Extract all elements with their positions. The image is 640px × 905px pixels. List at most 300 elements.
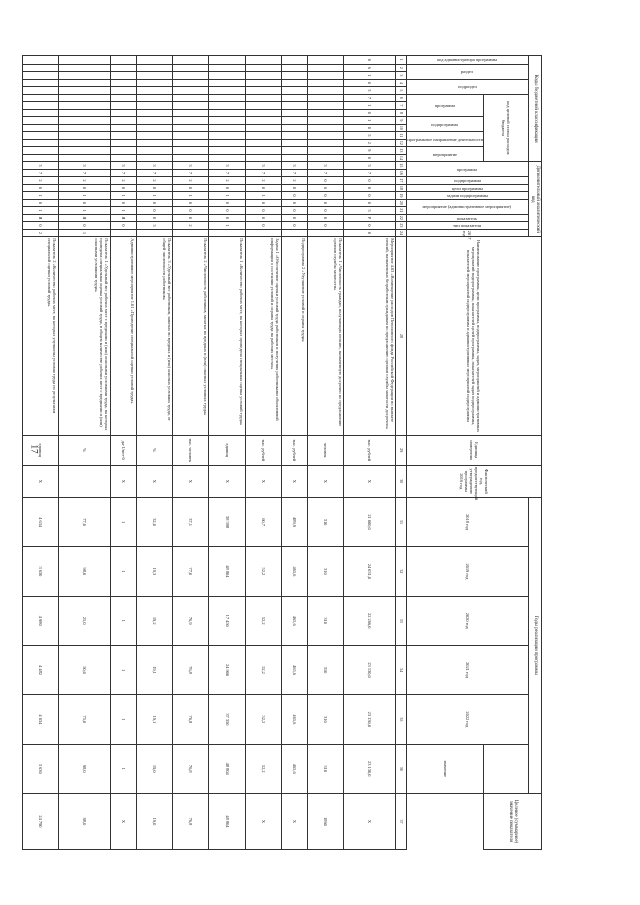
code-cell: 2 (344, 139, 396, 147)
header-section: раздел (406, 64, 528, 79)
column-index-cell: 24 (396, 229, 406, 237)
code-cell: 1 (209, 192, 245, 200)
row-name: Показатель 2 «Количество рабочих мест, на которых улучшены условия труда по результатам специальной оценки условий труда» (22, 237, 58, 435)
code-cell (281, 102, 307, 110)
header-add-task: задачи подпрограммы (406, 192, 528, 200)
code-cell: 5 (344, 132, 396, 140)
code-cell (110, 87, 136, 95)
code-cell: 0 (245, 199, 281, 207)
code-cell (173, 154, 209, 162)
column-index-cell: 4 (396, 79, 406, 87)
column-index-cell: 37 (396, 793, 406, 849)
row-target: 76,8 (173, 793, 209, 849)
header-fact: Фактический год, предшествующий утверждению программы 2016 год (406, 465, 541, 497)
code-cell: 1 (344, 102, 396, 110)
code-cell: 1 (344, 72, 396, 80)
code-cell (308, 56, 344, 65)
code-cell (110, 64, 136, 72)
code-cell (137, 79, 173, 87)
code-cell (209, 124, 245, 132)
code-cell: 0 (173, 184, 209, 192)
header-year-2019: 2019 год (406, 547, 528, 596)
code-cell (110, 94, 136, 102)
code-cell (173, 87, 209, 95)
row-unit: человек (308, 435, 344, 465)
year-value: 37,1 (173, 497, 209, 546)
code-cell: 7 (58, 169, 110, 177)
code-cell (110, 72, 136, 80)
column-index-cell: 7 (396, 102, 406, 110)
column-index-cell: 34 (396, 645, 406, 694)
code-cell (110, 132, 136, 140)
code-cell (137, 139, 173, 147)
code-cell (209, 117, 245, 125)
code-cell (281, 229, 307, 237)
code-cell: 0 (281, 192, 307, 200)
code-cell (308, 102, 344, 110)
table-row (308, 56, 344, 850)
row-fact: Х (344, 465, 396, 497)
code-cell: 1 (22, 207, 58, 215)
code-cell (58, 124, 110, 132)
code-cell (173, 229, 209, 237)
column-index-row (396, 56, 406, 850)
row-target: Х (245, 793, 281, 849)
column-index-cell: 17 (396, 177, 406, 185)
code-cell: 0 (22, 184, 58, 192)
year-value: 310 (308, 695, 344, 744)
code-cell: 7 (344, 169, 396, 177)
code-cell (245, 64, 281, 72)
code-cell: 3 (308, 162, 344, 170)
header-name: Наименование программы, цели программы, подпрограммы, задач, мероприятий и административных мероприятий подпрограммы, показателей целей программы, показателей задач подпрограммы, показателей мероприятий подпрограммы и административных мероприятий подпрограммы (406, 237, 541, 435)
code-cell (209, 94, 245, 102)
column-index-cell: 21 (396, 207, 406, 215)
code-cell: 0 (245, 184, 281, 192)
row-unit: единиц (22, 435, 58, 465)
code-cell: Р (344, 214, 396, 222)
code-cell: Я (58, 214, 110, 222)
code-cell: 0 (344, 177, 396, 185)
code-cell (281, 87, 307, 95)
code-cell: 3 (22, 162, 58, 170)
code-cell: 3 (110, 162, 136, 170)
header-add-indicator: показатель (406, 214, 528, 222)
code-cell: 3 (344, 87, 396, 95)
column-index-cell: 23 (396, 222, 406, 230)
code-cell: 3 (137, 222, 173, 230)
year-value: 465,6 (281, 547, 307, 596)
code-cell: 0 (58, 222, 110, 230)
code-cell (173, 132, 209, 140)
table-row (22, 56, 58, 850)
year-value: 23 130,0 (344, 645, 396, 694)
row-unit: % (58, 435, 110, 465)
code-cell (110, 109, 136, 117)
row-fact: Х (308, 465, 344, 497)
code-cell: 0 (344, 222, 396, 230)
row-fact (58, 465, 110, 497)
year-value: 52,2 (245, 547, 281, 596)
year-value: 52,2 (245, 596, 281, 645)
row-unit: тыс. рублей (344, 435, 396, 465)
header-year-2021: 2021 год (406, 645, 528, 694)
code-cell (245, 79, 281, 87)
program-indicators-table (22, 55, 542, 850)
row-unit: единиц (209, 435, 245, 465)
code-cell: 2 (137, 177, 173, 185)
code-cell (281, 154, 307, 162)
code-cell (173, 94, 209, 102)
year-value: 310 (308, 645, 344, 694)
code-cell (281, 132, 307, 140)
year-value: 52,2 (245, 695, 281, 744)
code-cell (110, 117, 136, 125)
code-cell (209, 147, 245, 155)
row-target: Х (344, 793, 396, 849)
code-cell: 0 (137, 207, 173, 215)
year-value: 77,0 (173, 547, 209, 596)
code-cell: 7 (110, 169, 136, 177)
code-cell (308, 154, 344, 162)
code-cell (209, 109, 245, 117)
code-cell (173, 64, 209, 72)
code-cell: 0 (308, 199, 344, 207)
year-value: 465,6 (281, 645, 307, 694)
code-cell: 7 (245, 169, 281, 177)
code-cell (308, 117, 344, 125)
year-value: 19,1 (137, 645, 173, 694)
row-name: Показатель 2 «Численность работников, занятых во вредных и (или) опасных условиях труда» (173, 237, 209, 435)
column-index-cell: 10 (396, 124, 406, 132)
code-cell: 0 (110, 184, 136, 192)
header-add-program: программа (406, 162, 528, 177)
code-cell (308, 64, 344, 72)
row-fact: Х (245, 465, 281, 497)
column-index-cell: 18 (396, 184, 406, 192)
code-cell: 7 (22, 169, 58, 177)
code-cell: 0 (209, 207, 245, 215)
code-cell: 1 (245, 192, 281, 200)
column-index-cell: 11 (396, 132, 406, 140)
code-cell: 0 (245, 222, 281, 230)
table-row (137, 56, 173, 850)
header-year-2020: 2020 год (406, 596, 528, 645)
code-cell: 0 (209, 199, 245, 207)
row-name: Показатель 3 «Удельный вес работников, занятых во вредных и (или) опасных условиях труда, от общей численности работников» (137, 237, 173, 435)
code-cell (245, 87, 281, 95)
column-index-cell: 13 (396, 147, 406, 155)
code-cell (245, 109, 281, 117)
row-name: Подпрограмма 2 «Улучшение условий и охраны труда» (281, 237, 307, 435)
header-additional-codes: Дополнительный аналитический код (528, 162, 541, 237)
code-cell (308, 87, 344, 95)
code-cell (110, 79, 136, 87)
row-target: 19,0 (137, 793, 173, 849)
code-cell: 0 (281, 199, 307, 207)
year-value: 22 266,0 (344, 596, 396, 645)
code-cell (137, 102, 173, 110)
code-cell (245, 102, 281, 110)
header-economic-article: код целевой статьи расходов бюджета (484, 94, 528, 162)
code-cell (58, 132, 110, 140)
code-cell (173, 102, 209, 110)
row-target: 1860 (308, 793, 344, 849)
code-cell: 1 (173, 192, 209, 200)
column-index-cell: 33 (396, 596, 406, 645)
table-row (58, 56, 110, 850)
row-unit: тыс. рублей (281, 435, 307, 465)
code-cell (22, 56, 58, 65)
year-value: 310 (308, 497, 344, 546)
code-cell: 7 (308, 169, 344, 177)
code-cell (137, 147, 173, 155)
code-cell (58, 56, 110, 65)
code-cell (22, 117, 58, 125)
year-value: 77,0 (58, 497, 110, 546)
year-value: 25,0 (58, 596, 110, 645)
code-cell: 1 (137, 192, 173, 200)
code-cell: 1 (110, 207, 136, 215)
code-cell (137, 117, 173, 125)
code-cell (22, 154, 58, 162)
code-cell (137, 154, 173, 162)
code-cell: 0 (110, 222, 136, 230)
row-name: Задача 1 «Обеспечение оценки условий труда работников и получения работниками объективной информации о состоянии условий и охраны труда на рабочих местах» (245, 237, 281, 435)
code-cell: 2 (110, 177, 136, 185)
code-cell (281, 139, 307, 147)
row-fact: Х (110, 465, 136, 497)
year-value: 76,9 (173, 596, 209, 645)
header-add-subprogram: подпрограмма (406, 177, 528, 185)
code-cell (58, 139, 110, 147)
header-add-direction: цели программы (406, 184, 528, 192)
header-subsection: подраздел (406, 79, 528, 94)
code-cell: 3 (58, 162, 110, 170)
code-cell: 2 (22, 229, 58, 237)
code-cell (281, 79, 307, 87)
year-value: 3 630 (22, 547, 58, 596)
code-cell (308, 124, 344, 132)
year-value: 52,2 (245, 744, 281, 793)
code-cell (308, 139, 344, 147)
code-cell (110, 102, 136, 110)
code-cell (58, 72, 110, 80)
year-value: 1 (110, 744, 136, 793)
code-cell: 0 (173, 199, 209, 207)
code-cell (58, 64, 110, 72)
code-cell: 0 (344, 199, 396, 207)
row-unit: тыс. человек (173, 435, 209, 465)
code-cell: 0 (137, 199, 173, 207)
year-value: 24 031,0 (344, 547, 396, 596)
code-cell (245, 132, 281, 140)
code-cell (245, 124, 281, 132)
column-index-cell: 31 (396, 497, 406, 546)
column-index-cell: 28 (396, 237, 406, 435)
code-cell (245, 117, 281, 125)
code-cell: 0 (308, 177, 344, 185)
year-value: 60,7 (245, 497, 281, 546)
code-cell (281, 64, 307, 72)
code-cell: 6 (344, 64, 396, 72)
year-value: 23 130,0 (344, 744, 396, 793)
row-fact: Х (209, 465, 245, 497)
code-cell (137, 64, 173, 72)
code-cell (173, 109, 209, 117)
code-cell (245, 139, 281, 147)
code-cell: 3 (209, 162, 245, 170)
code-cell: 2 (245, 177, 281, 185)
code-cell: 2 (209, 177, 245, 185)
code-cell (173, 72, 209, 80)
code-cell: 0 (137, 184, 173, 192)
year-value: 24 900 (209, 645, 245, 694)
code-cell: 2 (281, 177, 307, 185)
code-cell: 0 (344, 184, 396, 192)
code-cell: 2 (173, 222, 209, 230)
table-row (344, 56, 396, 850)
code-cell: 9 (344, 147, 396, 155)
code-cell (209, 139, 245, 147)
code-cell: 1 (209, 222, 245, 230)
year-value: 76,8 (173, 695, 209, 744)
row-name: Показатель 1 «Количество рабочих мест, на которых проведена специальная оценка условий труда» (209, 237, 245, 435)
year-value: 310 (308, 596, 344, 645)
code-cell: 3 (281, 162, 307, 170)
column-index-cell: 36 (396, 744, 406, 793)
code-cell (58, 147, 110, 155)
code-cell: 0 (22, 222, 58, 230)
code-cell (22, 102, 58, 110)
code-cell: 0 (137, 214, 173, 222)
code-cell: 0 (281, 207, 307, 215)
year-value: 4 034 (22, 695, 58, 744)
code-cell (245, 229, 281, 237)
column-index-cell: 3 (396, 72, 406, 80)
code-cell (308, 72, 344, 80)
code-cell (209, 229, 245, 237)
table-viewport (37, 55, 542, 850)
code-cell: 0 (344, 124, 396, 132)
code-cell (58, 87, 110, 95)
code-cell (308, 132, 344, 140)
code-cell (58, 117, 110, 125)
year-value: 3 630 (22, 744, 58, 793)
code-cell (137, 229, 173, 237)
year-value: 50,0 (58, 645, 110, 694)
year-value: 1 (110, 497, 136, 546)
column-index-cell: 15 (396, 162, 406, 170)
year-value: 98,0 (58, 547, 110, 596)
year-value: 76,8 (173, 744, 209, 793)
column-index-cell: 2 (396, 64, 406, 72)
code-cell (308, 94, 344, 102)
column-index-cell: 30 (396, 465, 406, 497)
column-index-cell: 22 (396, 214, 406, 222)
code-cell (209, 132, 245, 140)
code-cell (209, 79, 245, 87)
code-cell (110, 139, 136, 147)
code-cell: 2 (22, 177, 58, 185)
code-cell (22, 64, 58, 72)
code-cell (308, 109, 344, 117)
row-name: Показатель 1 «Удельный вес рабочих мест с вредными и (или) опасными условиями труда, на которых проведена специальная оценка условий труда, в общем количестве рабочих мест с вредными и (или) опасными условиями труда» (58, 237, 110, 435)
year-value: 1 (110, 596, 136, 645)
code-cell: 1 (110, 192, 136, 200)
page-number: 17 (29, 444, 40, 454)
code-cell: 0 (209, 184, 245, 192)
code-cell (308, 229, 344, 237)
code-cell (110, 154, 136, 162)
code-cell (173, 79, 209, 87)
rotated-table-container (37, 55, 542, 850)
year-value: 76,8 (173, 645, 209, 694)
code-cell (281, 94, 307, 102)
row-unit: тыс. рублей (245, 435, 281, 465)
code-cell: 6 (308, 184, 344, 192)
code-cell (245, 94, 281, 102)
column-index-cell: 19 (396, 192, 406, 200)
code-cell: 0 (58, 184, 110, 192)
year-value: 38 398 (209, 497, 245, 546)
code-cell: 0 (209, 214, 245, 222)
code-cell (209, 154, 245, 162)
row-unit: да-1/нет-0 (110, 435, 136, 465)
code-cell (137, 132, 173, 140)
code-cell: 0 (344, 192, 396, 200)
code-cell: 1 (58, 207, 110, 215)
code-cell (209, 87, 245, 95)
table-body (22, 56, 396, 850)
row-name: Административное мероприятие 1.01 «Проведение специальной оценки условий труда» (110, 237, 136, 435)
code-cell (173, 56, 209, 65)
year-value: 37 350 (209, 695, 245, 744)
year-value: 19,3 (137, 547, 173, 596)
code-cell (281, 117, 307, 125)
year-value: 48 804 (209, 547, 245, 596)
row-target: 48 804 (209, 793, 245, 849)
table-row (209, 56, 245, 850)
code-cell: 0 (308, 192, 344, 200)
code-cell (209, 56, 245, 65)
header-value: значение (406, 744, 484, 793)
code-cell (22, 124, 58, 132)
year-value: 17 450 (209, 596, 245, 645)
code-cell: 7 (344, 94, 396, 102)
table-row (245, 56, 281, 850)
header-year-2018: 2018 год (406, 497, 528, 546)
code-cell (58, 154, 110, 162)
header-add-event: мероприятие (административное мероприятие) (406, 199, 528, 214)
code-cell (110, 229, 136, 237)
year-value: 19,2 (137, 596, 173, 645)
code-cell: 7 (173, 169, 209, 177)
year-value: 465,6 (281, 744, 307, 793)
year-value: 1 (110, 645, 136, 694)
column-index-cell: 16 (396, 169, 406, 177)
header-unit: Единица измерения (406, 435, 541, 465)
code-cell: 3 (344, 162, 396, 170)
code-cell (173, 124, 209, 132)
column-index-cell: 1 (396, 56, 406, 65)
code-cell (137, 56, 173, 65)
code-cell (308, 79, 344, 87)
code-cell (245, 56, 281, 65)
year-value: 4 482 (22, 645, 58, 694)
code-cell (58, 79, 110, 87)
column-index-cell: 32 (396, 547, 406, 596)
